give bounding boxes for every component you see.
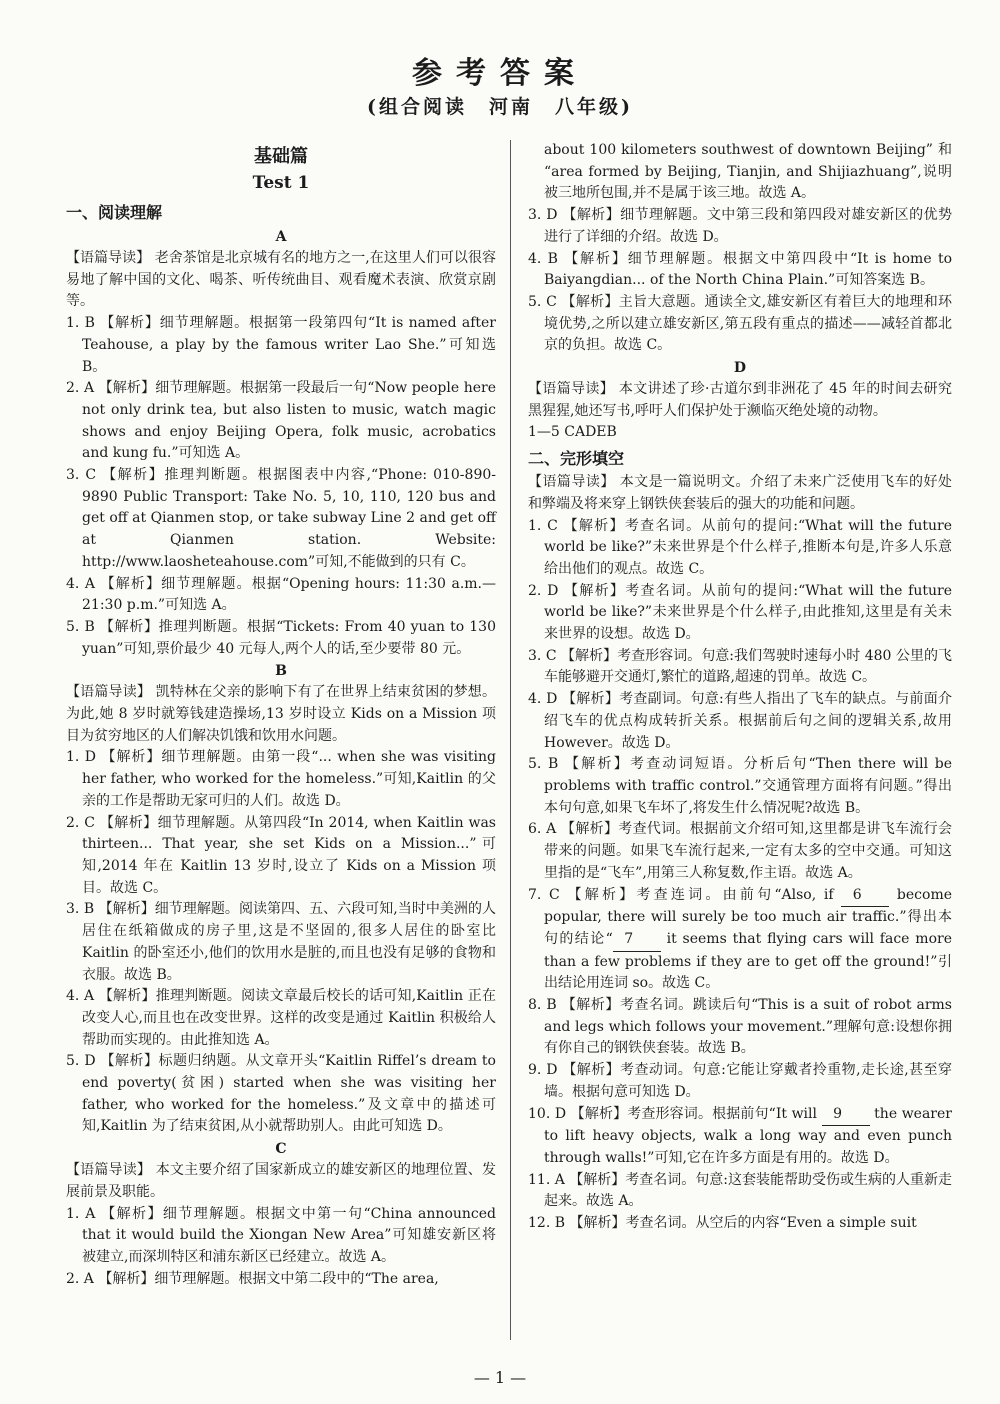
answer-item: 3. D 【解析】细节理解题。文中第三段和第四段对雄安新区的优势进行了详细的介绍。故选 D。 [528, 207, 952, 245]
answer-item: 5. B 【解析】考查动词短语。分析后句“Then there will be problems with traffic control.”交通管理方面将有问题。”得出本句句意,如果飞车坏了,将发生什么情况呢?故选 B。 [528, 756, 952, 816]
passage-d-answers: 1—5 CADEB [528, 424, 617, 441]
answer-continuation: about 100 kilometers southwest of downtown Beijing” 和 “area formed by Beijing, Tianjin, and Shijiazhuang”,说明被三地所包围,并不是属于该三地。故选 A。 [544, 142, 952, 202]
answer-item: 2. C 【解析】细节理解题。从第四段“In 2014, when Kaitlin was thirteen... That year, she set Kids on a Mission...”可知,2014 年在 Kaitlin 13 岁时,设立了 Kids on a Mission 项目。故选 C。 [66, 814, 496, 896]
answer-item: 3. C 【解析】推理判断题。根据图表中内容,“Phone: 010-890-9890 Public Transport: Take No. 5, 10, 110, 120 bus and get off at Qianmen stop, or take subway Line 2 and get off at Qianmen station. Website: http://www.laosheteahouse.com”可知,不能做到的只有 C。 [66, 467, 496, 570]
answer-item: 4. B 【解析】细节理解题。根据文中第四段中“It is home to Baiyangdian... of the North China Plain.”可知答案选 B。 [528, 250, 952, 289]
answer-item: 2. A 【解析】细节理解题。根据文中第二段中的“The area, [66, 1270, 439, 1287]
passage-d-letter: D [733, 360, 747, 377]
answer-item: 12. B 【解析】考查名词。从空后的内容“Even a simple suit [528, 1215, 917, 1232]
answer-item-10: 10. D 【解析】考查形容词。根据前句“It will 9 the wearer to lift heavy objects, walk a long way and even punch through walls!”可知,它在许多方面是有用的。故选 D。 [528, 1105, 952, 1166]
answer-item: 8. B 【解析】考查名词。跳读后句“This is a suit of robot arms and legs which follows your movement.”理解句意:设想你拥有你自己的钢铁侠套装。故选 B。 [528, 997, 952, 1057]
answer-item: 5. B 【解析】推理判断题。根据“Tickets: From 40 yuan to 130 yuan”可知,票价最少 40 元每人,两个人的话,至少要带 80 元。 [66, 618, 496, 657]
blank-6: 6 [841, 885, 889, 908]
answer-item: 3. B 【解析】细节理解题。阅读第四、五、六段可知,当时中美洲的人居住在纸箱做成的房子里,这是不坚固的,很多人居住的卧室比 Kaitlin 的卧室还小,他们的饮用水是脏的,而且也没有足够的食物和衣服。故选 B。 [66, 901, 496, 983]
section-reading-heading: 一、阅读理解 [66, 203, 163, 222]
answer-item: 5. D 【解析】标题归纳题。从文章开头“Kaitlin Riffel’s dream to end poverty(贫困) started when she was visiting her father, who worked for the homeless.”及文章中的描述可知,Kaitlin 为了结束贫困,从小就帮助别人。由此可知选 D。 [66, 1053, 496, 1135]
cloze-guide: 【语篇导读】 本文是一篇说明文。介绍了未来广泛使用飞车的好处和弊端及将来穿上钢铁侠套装后的强大的功能和问题。 [528, 474, 952, 512]
section-cloze-heading: 二、完形填空 [528, 449, 625, 469]
answer-item: 5. C 【解析】主旨大意题。通读全文,雄安新区有着巨大的地理和环境优势,之所以建立雄安新区,第五段有重点的描述——减轻首都北京的负担。故选 C。 [528, 293, 952, 354]
part-heading: 基础篇 [254, 146, 308, 167]
passage-c-guide: 【语篇导读】 本文主要介绍了国家新成立的雄安新区的地理位置、发展前景及职能。 [66, 1162, 496, 1200]
left-column [66, 140, 496, 1290]
passage-b-guide: 【语篇导读】 凯特林在父亲的影响下有了在世界上结束贫困的梦想。为此,她 8 岁时就筹钱建造操场,13 岁时设立 Kids on a Mission 项目为贫穷地区的人们解决饥饿和饮用水问题。 [66, 684, 496, 744]
passage-c-letter: C [275, 1141, 287, 1158]
passage-a-letter: A [275, 229, 287, 245]
answer-item: 1. A 【解析】细节理解题。根据文中第一句“China announced that it would build the Xiongan New Area”可知雄安新区将被建立,而深圳特区和浦东新区已经建立。故选 A。 [66, 1205, 496, 1265]
page-subtitle: (组合阅读 河南 八年级) [367, 96, 633, 118]
answer-item-7: 7. C 【解析】考查连词。由前句“Also, if 6 become popular, there will surely be too much air traffic.”得出本句的结论“ 7 it seems that flying cars will face more than a few problems if they are to get off the ground!”引出结论用连词 so。故选 C。 [528, 886, 953, 992]
test-heading: Test 1 [252, 173, 310, 193]
answer-item: 1. C 【解析】考查名词。从前句的提问:“What will the future world be like?”未来世界是个什么样子,推断本句是,许多人乐意给出他们的观点。故选 C。 [528, 517, 952, 577]
answer-item: 2. A 【解析】细节理解题。根据第一段最后一句“Now people here not only drink tea, but also listen to music, watch magic shows and enjoy Beijing Opera, folk music, acrobatics and kung fu.”可知选 A。 [66, 380, 496, 462]
page-number: — 1 — [473, 1368, 527, 1387]
answer-item: 4. A 【解析】细节理解题。根据“Opening hours: 11:30 a.m.—21:30 p.m.”可知选 A。 [66, 575, 496, 614]
blank-9: 9 [822, 1104, 870, 1127]
passage-b-letter: B [275, 663, 287, 680]
answer-item: 3. C 【解析】考查形容词。句意:我们驾驶时速每小时 480 公里的飞车能够避开交通灯,繁忙的道路,超速的罚单。故选 C。 [528, 647, 952, 686]
answer-item: 11. A 【解析】考查名词。句意:这套装能帮助受伤或生病的人重新走起来。故选 A。 [528, 1171, 952, 1210]
passage-d-guide: 【语篇导读】 本文讲述了珍·古道尔到非洲花了 45 年的时间去研究黑猩猩,她还写书,呼吁人们保护处于濒临灭绝处境的动物。 [528, 381, 952, 419]
page-title: 参考答案 [412, 56, 588, 91]
answer-item: 9. D 【解析】考查动词。句意:它能让穿戴者拎重物,走长途,甚至穿墙。根据句意可知选 D。 [528, 1062, 952, 1100]
answer-item: 2. D 【解析】考查名词。从前句的提问:“What will the future world be like?”未来世界是个什么样子,由此推知,这里是有关未来世界的设想。故选 D。 [528, 582, 952, 643]
answer-item: 4. D 【解析】考查副词。句意:有些人指出了飞车的缺点。与前面介绍飞车的优点构成转折关系。根据前后句之间的逻辑关系,故用 However。故选 D。 [528, 691, 952, 751]
answer-item: 1. B 【解析】细节理解题。根据第一段第四句“It is named after Teahouse, a play by the famous writer Lao She.”可知选 B。 [66, 315, 496, 375]
blank-7: 7 [613, 929, 661, 952]
answer-item: 1. D 【解析】细节理解题。由第一段“... when she was visiting her father, who worked for the homeless.”可知,Kaitlin 的父亲的工作是帮助无家可归的人们。故选 D。 [66, 749, 496, 809]
column-divider [510, 140, 511, 1340]
right-column [528, 140, 952, 1235]
answer-item: 6. A 【解析】考查代词。根据前文介绍可知,这里都是讲飞车流行会带来的问题。如果飞车流行起来,一定有太多的空中交通。可知这里指的是“飞车”,用第三人称复数,作主语。故选 A。 [528, 821, 952, 881]
answer-item: 4. A 【解析】推理判断题。阅读文章最后校长的话可知,Kaitlin 正在改变人心,而且也在改变世界。这样的改变是通过 Kaitlin 积极给人帮助而实现的。由此推知选 A。 [66, 988, 496, 1048]
passage-a-guide: 【语篇导读】 老舍茶馆是北京城有名的地方之一,在这里人们可以很容易地了解中国的文化、喝茶、听传统曲目、观看魔术表演、欣赏京剧等。 [66, 250, 496, 310]
